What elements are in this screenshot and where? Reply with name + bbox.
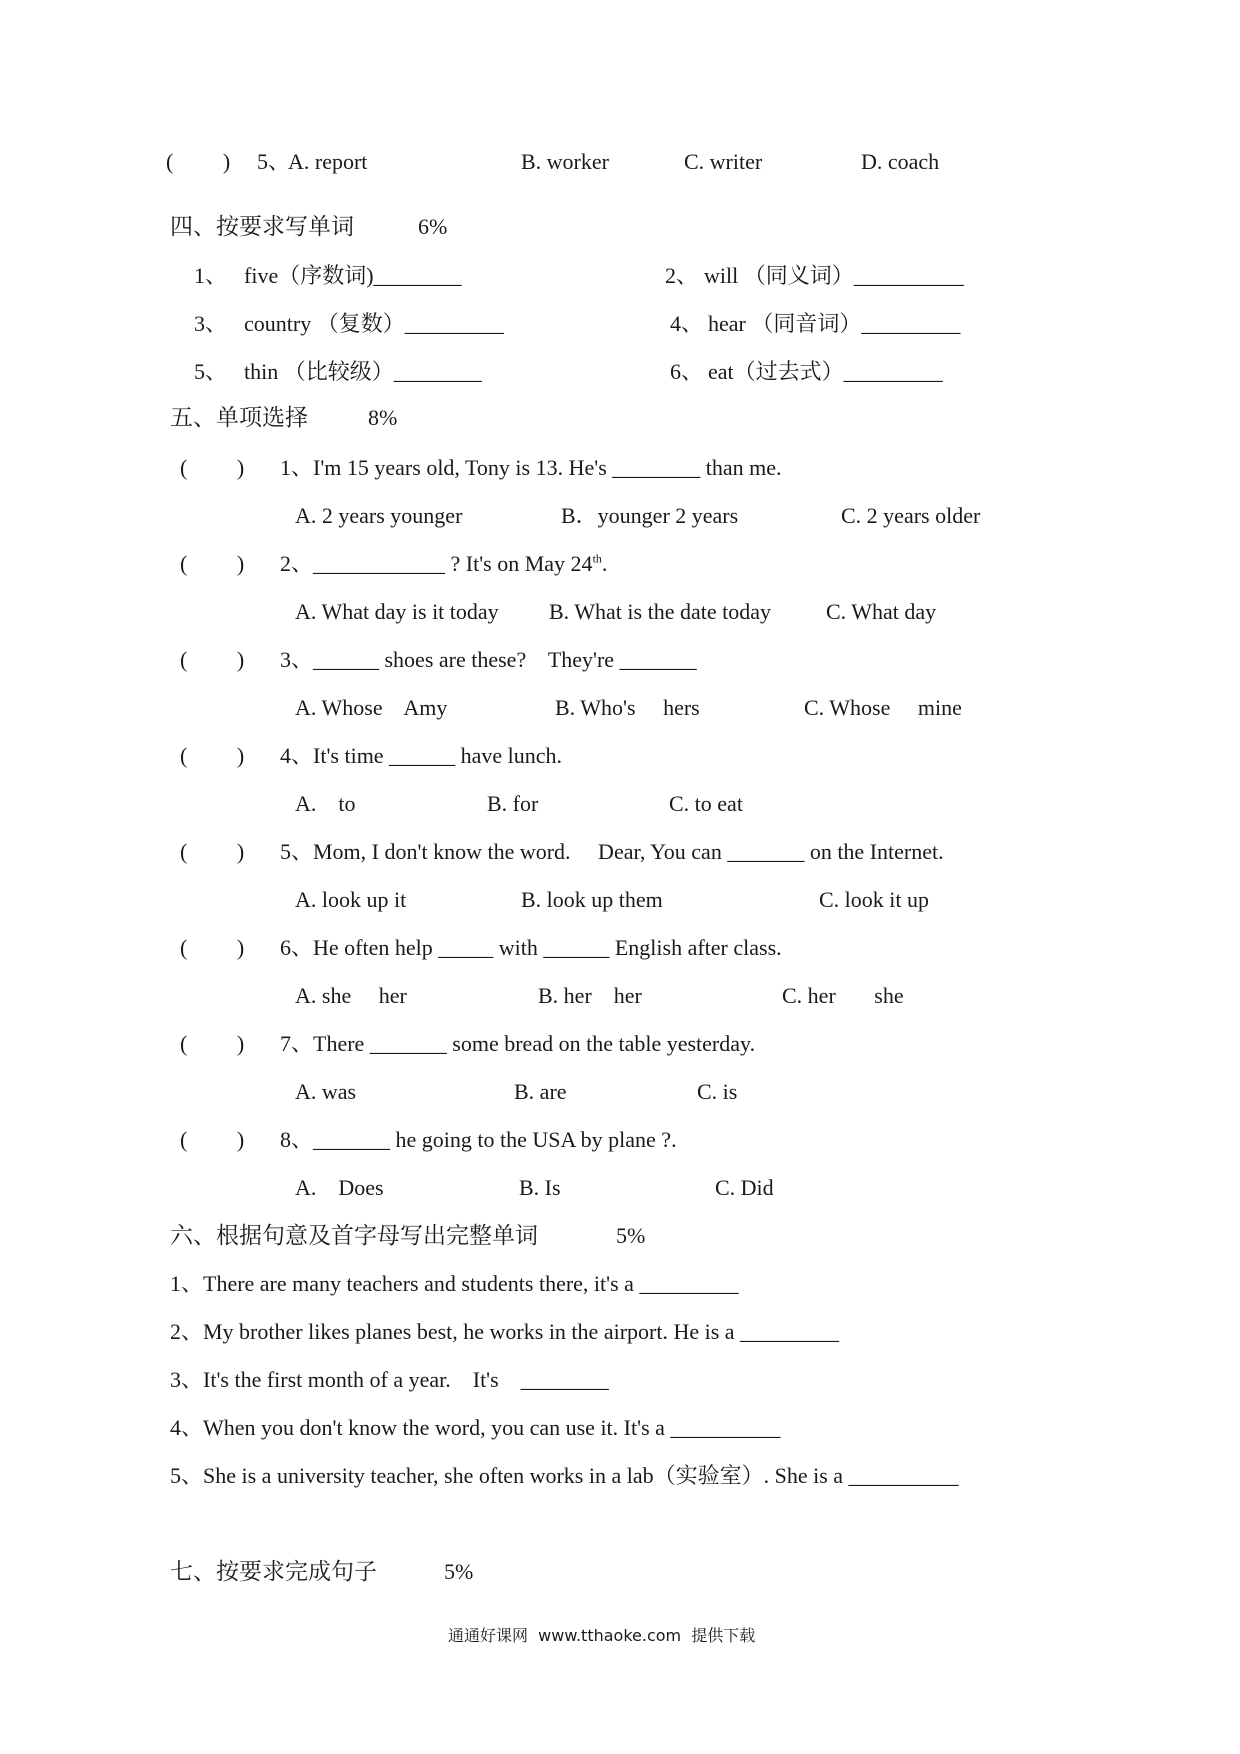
option-a: A. to — [295, 791, 356, 816]
question-text: 4、It's time ______ have lunch. — [280, 743, 562, 768]
option-a: A. look up it — [295, 887, 407, 912]
question-text: 3、______ shoes are these? They're _______ — [280, 647, 697, 672]
option-b: B. Who's hers — [555, 695, 700, 720]
s4-item-text: thin （比较级）________ — [244, 359, 482, 384]
answer-paren: ( ) — [180, 1127, 245, 1152]
option-a: A. was — [295, 1079, 357, 1104]
option-b: B. for — [487, 791, 539, 816]
question-text: 6、He often help _____ with ______ English after class. — [280, 935, 782, 960]
option-b: B. Is — [519, 1175, 561, 1200]
s3-q5-number: 5、 — [257, 149, 291, 174]
section-7-score: 5% — [444, 1559, 474, 1584]
s4-item-number: 6、 — [670, 359, 704, 384]
option-c: C. look it up — [819, 887, 930, 912]
option-c: C. Whose mine — [804, 695, 962, 720]
option-b: B. look up them — [521, 887, 663, 912]
option-c: C. to eat — [669, 791, 743, 816]
answer-paren: ( ) — [180, 455, 245, 480]
question-text: 1、I'm 15 years old, Tony is 13. He's ________ than me. — [280, 455, 782, 480]
s4-item-text: country （复数）_________ — [244, 311, 504, 336]
option-a: A. 2 years younger — [295, 503, 463, 528]
answer-paren: ( ) — [180, 935, 245, 960]
question-text: 7、There _______ some bread on the table yesterday. — [280, 1031, 756, 1056]
s6-item: 2、My brother likes planes best, he works in the airport. He is a _________ — [170, 1319, 840, 1344]
s4-item-text: will （同义词）__________ — [704, 263, 964, 288]
section-5-score: 8% — [368, 405, 398, 430]
option-a: A. Whose Amy — [295, 695, 448, 720]
section-4-score: 6% — [418, 214, 448, 239]
option-a: A. she her — [295, 983, 407, 1008]
s4-item-number: 1、 — [194, 263, 228, 288]
superscript: th — [592, 551, 602, 566]
answer-paren: ( ) — [180, 551, 245, 576]
s6-item: 1、There are many teachers and students there, it's a _________ — [170, 1271, 739, 1296]
question-text: 8、_______ he going to the USA by plane ?. — [280, 1127, 677, 1152]
option-c: C. 2 years older — [841, 503, 981, 528]
s6-item: 3、It's the first month of a year. It's ________ — [170, 1367, 609, 1392]
option-b: B. What is the date today — [549, 599, 771, 624]
footer-credit: 通通好课网 www.tthaoke.com 提供下载 — [448, 1626, 756, 1645]
answer-paren: ( ) — [180, 1031, 245, 1056]
s4-item-text: eat（过去式）_________ — [708, 359, 943, 384]
section-6-score: 5% — [616, 1223, 646, 1248]
s4-item-number: 5、 — [194, 359, 228, 384]
option-b: B. are — [514, 1079, 567, 1104]
question-text: 5、Mom, I don't know the word. Dear, You can _______ on the Internet. — [280, 839, 944, 864]
s6-item: 4、When you don't know the word, you can use it. It's a __________ — [170, 1415, 781, 1440]
option-b: B. her her — [538, 983, 642, 1008]
option-b: B．younger 2 years — [561, 503, 739, 528]
s3-q5-option-b: B. worker — [521, 149, 609, 174]
s6-item: 5、She is a university teacher, she often works in a lab（实验室）. She is a __________ — [170, 1463, 959, 1488]
answer-paren: ( ) — [180, 743, 245, 768]
s3-q5-option-d: D. coach — [861, 149, 940, 174]
answer-paren: ( ) — [180, 839, 245, 864]
option-a: A. Does — [295, 1175, 384, 1200]
section-5-title: 五、单项选择 — [170, 405, 308, 430]
option-a: A. What day is it today — [295, 599, 499, 624]
option-c: C. her she — [782, 983, 904, 1008]
s3-q5-option-a: A. report — [288, 149, 368, 174]
s4-item-number: 3、 — [194, 311, 228, 336]
s4-item-text: hear （同音词）_________ — [708, 311, 961, 336]
option-c: C. is — [697, 1079, 738, 1104]
option-c: C. Did — [715, 1175, 774, 1200]
s4-item-number: 2、 — [665, 263, 699, 288]
section-4-title: 四、按要求写单词 — [170, 214, 354, 239]
section-7-title: 七、按要求完成句子 — [170, 1559, 377, 1584]
s3-q5-paren: ( ) — [166, 149, 231, 174]
question-text: 2、____________ ? It's on May 24th. — [280, 551, 608, 576]
answer-paren: ( ) — [180, 647, 245, 672]
s3-q5-option-c: C. writer — [684, 149, 763, 174]
s4-item-number: 4、 — [670, 311, 704, 336]
option-c: C. What day — [826, 599, 937, 624]
section-6-title: 六、根据句意及首字母写出完整单词 — [170, 1223, 538, 1248]
s4-item-text: five（序数词)________ — [244, 263, 462, 288]
